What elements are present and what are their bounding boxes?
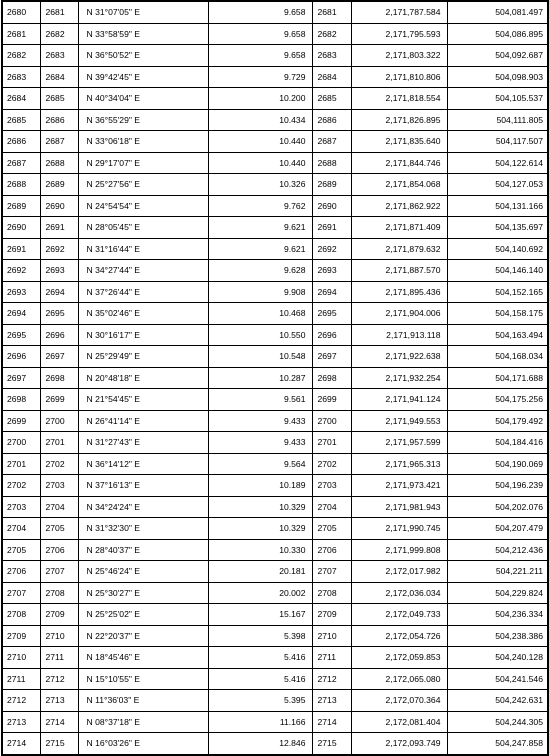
- cell-x-coordinate: 504,241.546: [447, 668, 548, 690]
- table-row: [2, 217, 548, 239]
- cell-point-visited: 2697: [40, 346, 78, 368]
- cell-x-coordinate: 504,238.386: [447, 625, 548, 647]
- table-row: [2, 668, 548, 690]
- cell-station: 2706: [2, 561, 40, 583]
- cell-distance: 9.658: [208, 23, 312, 45]
- cell-x-coordinate: 504,184.416: [447, 432, 548, 454]
- cell-y-coordinate: 2,171,913.118: [351, 324, 447, 346]
- cell-bearing: N 30°16'17" E: [78, 324, 208, 346]
- cell-y-coordinate: 2,172,049.733: [351, 604, 447, 626]
- cell-distance: 10.189: [208, 475, 312, 497]
- cell-bearing: N 24°54'54" E: [78, 195, 208, 217]
- cell-distance: 20.002: [208, 582, 312, 604]
- cell-bearing: N 29°17'07" E: [78, 152, 208, 174]
- cell-station: 2692: [2, 260, 40, 282]
- cell-station: 2710: [2, 647, 40, 669]
- cell-station: 2711: [2, 668, 40, 690]
- cell-distance: 10.548: [208, 346, 312, 368]
- table-row: [2, 410, 548, 432]
- cell-x-coordinate: 504,158.175: [447, 303, 548, 325]
- cell-point-visited: 2712: [40, 668, 78, 690]
- cell-x-coordinate: 504,122.614: [447, 152, 548, 174]
- cell-vertex: 2715: [312, 733, 351, 755]
- cell-station: 2696: [2, 346, 40, 368]
- cell-station: 2700: [2, 432, 40, 454]
- cell-y-coordinate: 2,171,818.554: [351, 88, 447, 110]
- cell-distance: 9.433: [208, 410, 312, 432]
- cell-distance: 10.200: [208, 88, 312, 110]
- cell-bearing: N 26°41'14" E: [78, 410, 208, 432]
- table-row: [2, 303, 548, 325]
- table-row: [2, 1, 548, 23]
- cell-point-visited: 2715: [40, 733, 78, 755]
- cell-distance: 5.416: [208, 647, 312, 669]
- cell-vertex: 2686: [312, 109, 351, 131]
- cell-bearing: N 37°26'44" E: [78, 281, 208, 303]
- cell-distance: 10.440: [208, 152, 312, 174]
- table-row: [2, 711, 548, 733]
- cell-y-coordinate: 2,172,093.749: [351, 733, 447, 755]
- cell-vertex: 2687: [312, 131, 351, 153]
- cell-vertex: 2693: [312, 260, 351, 282]
- cell-x-coordinate: 504,163.494: [447, 324, 548, 346]
- cell-distance: 9.658: [208, 1, 312, 23]
- cell-bearing: N 34°27'44" E: [78, 260, 208, 282]
- cell-bearing: N 21°54'45" E: [78, 389, 208, 411]
- cell-y-coordinate: 2,171,999.808: [351, 539, 447, 561]
- table-row: [2, 453, 548, 475]
- cell-x-coordinate: 504,131.166: [447, 195, 548, 217]
- cell-station: 2685: [2, 109, 40, 131]
- cell-x-coordinate: 504,236.334: [447, 604, 548, 626]
- cell-x-coordinate: 504,171.688: [447, 367, 548, 389]
- cell-station: 2712: [2, 690, 40, 712]
- cell-bearing: N 18°45'46" E: [78, 647, 208, 669]
- cell-bearing: N 15°10'55" E: [78, 668, 208, 690]
- table-row: [2, 152, 548, 174]
- cell-bearing: N 11°36'03" E: [78, 690, 208, 712]
- cell-vertex: 2713: [312, 690, 351, 712]
- cell-distance: 15.167: [208, 604, 312, 626]
- cell-vertex: 2705: [312, 518, 351, 540]
- cell-point-visited: 2707: [40, 561, 78, 583]
- cell-bearing: N 34°24'24" E: [78, 496, 208, 518]
- cell-y-coordinate: 2,171,854.068: [351, 174, 447, 196]
- cell-y-coordinate: 2,171,981.943: [351, 496, 447, 518]
- cell-vertex: 2710: [312, 625, 351, 647]
- cell-distance: 10.550: [208, 324, 312, 346]
- cell-station: 2681: [2, 23, 40, 45]
- cell-vertex: 2699: [312, 389, 351, 411]
- table-row: [2, 539, 548, 561]
- cell-point-visited: 2700: [40, 410, 78, 432]
- cell-x-coordinate: 504,127.053: [447, 174, 548, 196]
- cell-vertex: 2682: [312, 23, 351, 45]
- table-row: [2, 647, 548, 669]
- cell-x-coordinate: 504,175.256: [447, 389, 548, 411]
- coordinate-table: [1, 0, 549, 756]
- cell-y-coordinate: 2,171,990.745: [351, 518, 447, 540]
- table-row: [2, 625, 548, 647]
- cell-point-visited: 2708: [40, 582, 78, 604]
- table-row: [2, 238, 548, 260]
- cell-station: 2703: [2, 496, 40, 518]
- cell-point-visited: 2694: [40, 281, 78, 303]
- cell-y-coordinate: 2,171,871.409: [351, 217, 447, 239]
- cell-point-visited: 2693: [40, 260, 78, 282]
- cell-station: 2688: [2, 174, 40, 196]
- cell-x-coordinate: 504,105.537: [447, 88, 548, 110]
- cell-y-coordinate: 2,171,835.640: [351, 131, 447, 153]
- cell-vertex: 2695: [312, 303, 351, 325]
- cell-y-coordinate: 2,171,895.436: [351, 281, 447, 303]
- cell-point-visited: 2689: [40, 174, 78, 196]
- table-row: [2, 518, 548, 540]
- cell-bearing: N 31°16'44" E: [78, 238, 208, 260]
- cell-point-visited: 2701: [40, 432, 78, 454]
- cell-station: 2713: [2, 711, 40, 733]
- cell-station: 2698: [2, 389, 40, 411]
- cell-point-visited: 2684: [40, 66, 78, 88]
- cell-point-visited: 2713: [40, 690, 78, 712]
- cell-y-coordinate: 2,172,054.726: [351, 625, 447, 647]
- cell-distance: 5.395: [208, 690, 312, 712]
- cell-bearing: N 33°58'59" E: [78, 23, 208, 45]
- cell-x-coordinate: 504,117.507: [447, 131, 548, 153]
- cell-point-visited: 2691: [40, 217, 78, 239]
- cell-bearing: N 25°25'02" E: [78, 604, 208, 626]
- cell-vertex: 2681: [312, 1, 351, 23]
- cell-x-coordinate: 504,140.692: [447, 238, 548, 260]
- cell-y-coordinate: 2,171,787.584: [351, 1, 447, 23]
- cell-y-coordinate: 2,172,059.853: [351, 647, 447, 669]
- cell-x-coordinate: 504,221.211: [447, 561, 548, 583]
- cell-x-coordinate: 504,242.631: [447, 690, 548, 712]
- cell-point-visited: 2687: [40, 131, 78, 153]
- table-row: [2, 561, 548, 583]
- cell-point-visited: 2706: [40, 539, 78, 561]
- table-row: [2, 604, 548, 626]
- cell-y-coordinate: 2,171,932.254: [351, 367, 447, 389]
- cell-vertex: 2703: [312, 475, 351, 497]
- cell-point-visited: 2699: [40, 389, 78, 411]
- cell-y-coordinate: 2,171,879.632: [351, 238, 447, 260]
- cell-bearing: N 33°06'18" E: [78, 131, 208, 153]
- cell-point-visited: 2683: [40, 45, 78, 67]
- cell-vertex: 2688: [312, 152, 351, 174]
- table-row: [2, 281, 548, 303]
- cell-bearing: N 28°05'45" E: [78, 217, 208, 239]
- cell-distance: 9.658: [208, 45, 312, 67]
- cell-y-coordinate: 2,171,887.570: [351, 260, 447, 282]
- cell-y-coordinate: 2,171,803.322: [351, 45, 447, 67]
- cell-distance: 9.564: [208, 453, 312, 475]
- cell-station: 2705: [2, 539, 40, 561]
- table-row: [2, 131, 548, 153]
- cell-station: 2691: [2, 238, 40, 260]
- cell-distance: 10.330: [208, 539, 312, 561]
- cell-station: 2687: [2, 152, 40, 174]
- table-row: [2, 582, 548, 604]
- cell-point-visited: 2704: [40, 496, 78, 518]
- cell-vertex: 2711: [312, 647, 351, 669]
- cell-vertex: 2698: [312, 367, 351, 389]
- cell-x-coordinate: 504,202.076: [447, 496, 548, 518]
- cell-point-visited: 2688: [40, 152, 78, 174]
- cell-point-visited: 2710: [40, 625, 78, 647]
- cell-vertex: 2709: [312, 604, 351, 626]
- cell-point-visited: 2698: [40, 367, 78, 389]
- cell-bearing: N 25°30'27" E: [78, 582, 208, 604]
- cell-distance: 9.433: [208, 432, 312, 454]
- cell-station: 2682: [2, 45, 40, 67]
- cell-y-coordinate: 2,171,826.895: [351, 109, 447, 131]
- cell-x-coordinate: 504,179.492: [447, 410, 548, 432]
- cell-station: 2699: [2, 410, 40, 432]
- cell-vertex: 2696: [312, 324, 351, 346]
- coordinate-table-sheet: [1, 0, 547, 748]
- cell-distance: 9.628: [208, 260, 312, 282]
- cell-distance: 10.329: [208, 496, 312, 518]
- cell-vertex: 2697: [312, 346, 351, 368]
- cell-distance: 9.762: [208, 195, 312, 217]
- cell-y-coordinate: 2,171,862.922: [351, 195, 447, 217]
- table-row: [2, 195, 548, 217]
- cell-station: 2708: [2, 604, 40, 626]
- cell-point-visited: 2709: [40, 604, 78, 626]
- cell-bearing: N 40°34'04" E: [78, 88, 208, 110]
- cell-station: 2680: [2, 1, 40, 23]
- cell-bearing: N 36°55'29" E: [78, 109, 208, 131]
- cell-x-coordinate: 504,086.895: [447, 23, 548, 45]
- cell-x-coordinate: 504,152.165: [447, 281, 548, 303]
- cell-vertex: 2707: [312, 561, 351, 583]
- cell-y-coordinate: 2,171,904.006: [351, 303, 447, 325]
- cell-distance: 5.398: [208, 625, 312, 647]
- cell-distance: 9.561: [208, 389, 312, 411]
- cell-vertex: 2689: [312, 174, 351, 196]
- cell-y-coordinate: 2,171,810.806: [351, 66, 447, 88]
- cell-point-visited: 2695: [40, 303, 78, 325]
- cell-vertex: 2691: [312, 217, 351, 239]
- cell-bearing: N 20°48'18" E: [78, 367, 208, 389]
- table-row: [2, 367, 548, 389]
- cell-y-coordinate: 2,172,036.034: [351, 582, 447, 604]
- cell-station: 2702: [2, 475, 40, 497]
- cell-distance: 10.287: [208, 367, 312, 389]
- cell-x-coordinate: 504,207.479: [447, 518, 548, 540]
- cell-point-visited: 2711: [40, 647, 78, 669]
- cell-bearing: N 25°27'56" E: [78, 174, 208, 196]
- cell-point-visited: 2690: [40, 195, 78, 217]
- cell-vertex: 2708: [312, 582, 351, 604]
- cell-point-visited: 2705: [40, 518, 78, 540]
- cell-y-coordinate: 2,171,957.599: [351, 432, 447, 454]
- cell-station: 2684: [2, 88, 40, 110]
- cell-vertex: 2712: [312, 668, 351, 690]
- cell-bearing: N 35°02'46" E: [78, 303, 208, 325]
- table-row: [2, 346, 548, 368]
- cell-bearing: N 25°46'24" E: [78, 561, 208, 583]
- cell-station: 2689: [2, 195, 40, 217]
- table-row: [2, 389, 548, 411]
- cell-bearing: N 39°42'45" E: [78, 66, 208, 88]
- cell-station: 2683: [2, 66, 40, 88]
- cell-vertex: 2692: [312, 238, 351, 260]
- table-row: [2, 475, 548, 497]
- cell-station: 2697: [2, 367, 40, 389]
- cell-station: 2694: [2, 303, 40, 325]
- cell-distance: 12.846: [208, 733, 312, 755]
- cell-bearing: N 08°37'18" E: [78, 711, 208, 733]
- cell-point-visited: 2681: [40, 1, 78, 23]
- cell-station: 2704: [2, 518, 40, 540]
- cell-distance: 9.621: [208, 217, 312, 239]
- cell-point-visited: 2692: [40, 238, 78, 260]
- cell-distance: 5.416: [208, 668, 312, 690]
- cell-x-coordinate: 504,240.128: [447, 647, 548, 669]
- cell-point-visited: 2703: [40, 475, 78, 497]
- cell-y-coordinate: 2,172,081.404: [351, 711, 447, 733]
- table-row: [2, 66, 548, 88]
- table-row: [2, 690, 548, 712]
- table-row: [2, 174, 548, 196]
- cell-bearing: N 22°20'37" E: [78, 625, 208, 647]
- cell-vertex: 2690: [312, 195, 351, 217]
- cell-x-coordinate: 504,081.497: [447, 1, 548, 23]
- cell-y-coordinate: 2,171,973.421: [351, 475, 447, 497]
- cell-point-visited: 2696: [40, 324, 78, 346]
- cell-station: 2695: [2, 324, 40, 346]
- cell-x-coordinate: 504,196.239: [447, 475, 548, 497]
- cell-y-coordinate: 2,171,965.313: [351, 453, 447, 475]
- cell-station: 2693: [2, 281, 40, 303]
- cell-bearing: N 31°32'30" E: [78, 518, 208, 540]
- cell-point-visited: 2714: [40, 711, 78, 733]
- cell-distance: 10.468: [208, 303, 312, 325]
- cell-vertex: 2683: [312, 45, 351, 67]
- cell-bearing: N 36°50'52" E: [78, 45, 208, 67]
- cell-vertex: 2684: [312, 66, 351, 88]
- cell-station: 2714: [2, 733, 40, 755]
- cell-y-coordinate: 2,171,941.124: [351, 389, 447, 411]
- cell-x-coordinate: 504,244.305: [447, 711, 548, 733]
- table-body: [2, 1, 548, 755]
- cell-x-coordinate: 504,135.697: [447, 217, 548, 239]
- cell-distance: 10.326: [208, 174, 312, 196]
- cell-vertex: 2694: [312, 281, 351, 303]
- cell-x-coordinate: 504,190.069: [447, 453, 548, 475]
- table-row: [2, 324, 548, 346]
- cell-y-coordinate: 2,171,844.746: [351, 152, 447, 174]
- cell-x-coordinate: 504,146.140: [447, 260, 548, 282]
- cell-bearing: N 16°03'26" E: [78, 733, 208, 755]
- cell-distance: 10.434: [208, 109, 312, 131]
- cell-y-coordinate: 2,172,070.364: [351, 690, 447, 712]
- cell-x-coordinate: 504,098.903: [447, 66, 548, 88]
- table-row: [2, 733, 548, 755]
- cell-station: 2709: [2, 625, 40, 647]
- cell-y-coordinate: 2,172,017.982: [351, 561, 447, 583]
- cell-vertex: 2704: [312, 496, 351, 518]
- cell-vertex: 2701: [312, 432, 351, 454]
- cell-point-visited: 2682: [40, 23, 78, 45]
- cell-bearing: N 31°27'43" E: [78, 432, 208, 454]
- table-row: [2, 109, 548, 131]
- cell-bearing: N 25°29'49" E: [78, 346, 208, 368]
- cell-distance: 11.166: [208, 711, 312, 733]
- cell-x-coordinate: 504,229.824: [447, 582, 548, 604]
- cell-vertex: 2706: [312, 539, 351, 561]
- cell-y-coordinate: 2,171,949.553: [351, 410, 447, 432]
- cell-vertex: 2714: [312, 711, 351, 733]
- cell-y-coordinate: 2,171,795.593: [351, 23, 447, 45]
- cell-station: 2686: [2, 131, 40, 153]
- cell-bearing: N 31°07'05" E: [78, 1, 208, 23]
- cell-vertex: 2685: [312, 88, 351, 110]
- cell-point-visited: 2702: [40, 453, 78, 475]
- cell-y-coordinate: 2,171,922.638: [351, 346, 447, 368]
- cell-x-coordinate: 504,092.687: [447, 45, 548, 67]
- cell-x-coordinate: 504,247.858: [447, 733, 548, 755]
- cell-distance: 10.329: [208, 518, 312, 540]
- cell-bearing: N 37°16'13" E: [78, 475, 208, 497]
- cell-x-coordinate: 504,212.436: [447, 539, 548, 561]
- table-row: [2, 88, 548, 110]
- table-row: [2, 260, 548, 282]
- cell-station: 2701: [2, 453, 40, 475]
- cell-x-coordinate: 504,111.805: [447, 109, 548, 131]
- cell-station: 2707: [2, 582, 40, 604]
- cell-distance: 9.908: [208, 281, 312, 303]
- table-row: [2, 432, 548, 454]
- table-row: [2, 23, 548, 45]
- cell-bearing: N 28°40'37" E: [78, 539, 208, 561]
- cell-point-visited: 2685: [40, 88, 78, 110]
- cell-point-visited: 2686: [40, 109, 78, 131]
- cell-distance: 10.440: [208, 131, 312, 153]
- cell-distance: 9.621: [208, 238, 312, 260]
- cell-y-coordinate: 2,172,065.080: [351, 668, 447, 690]
- cell-vertex: 2702: [312, 453, 351, 475]
- cell-vertex: 2700: [312, 410, 351, 432]
- cell-distance: 9.729: [208, 66, 312, 88]
- cell-station: 2690: [2, 217, 40, 239]
- cell-distance: 20.181: [208, 561, 312, 583]
- cell-bearing: N 36°14'12" E: [78, 453, 208, 475]
- table-row: [2, 496, 548, 518]
- table-row: [2, 45, 548, 67]
- cell-x-coordinate: 504,168.034: [447, 346, 548, 368]
